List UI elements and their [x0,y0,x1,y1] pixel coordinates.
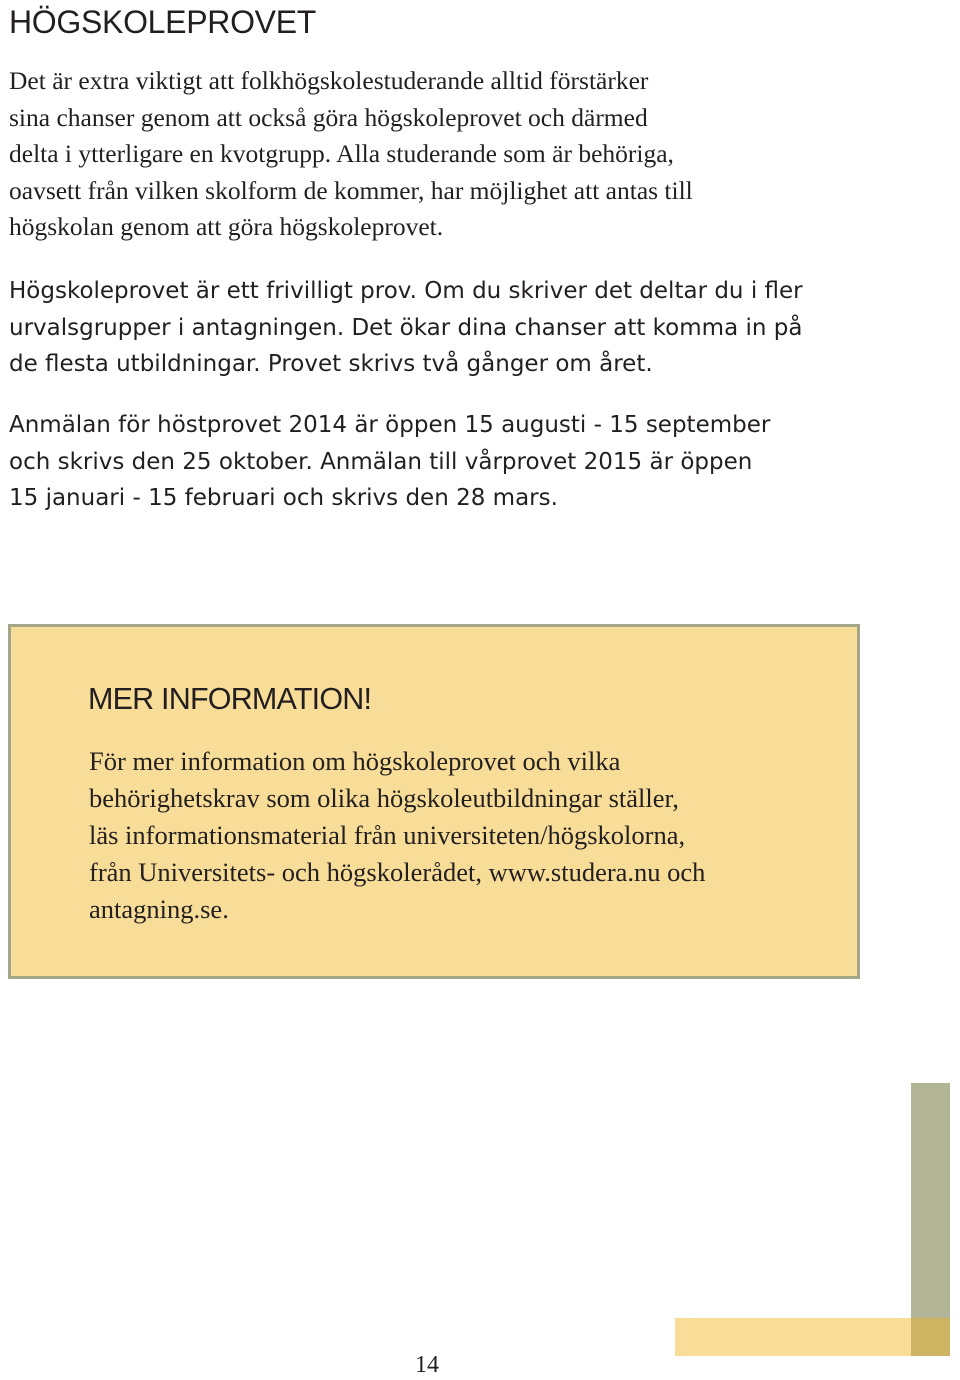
test-info-paragraph [9,273,803,383]
paragraph-line: Anmälan för höstprovet 2014 är öppen 15 augusti - 15 september [9,412,771,438]
intro-paragraph [9,63,693,246]
info-box-title: MER INFORMATION! [88,682,372,716]
decorative-corner-block [911,1318,950,1356]
info-line: För mer information om högskoleprovet och vilka [89,746,621,776]
paragraph-line: Det är extra viktigt att folkhögskolestuderande alltid förstärker [9,66,649,95]
paragraph-line: 15 januari - 15 februari och skrivs den 28 mars. [9,485,558,511]
info-box-text [89,743,705,928]
decorative-horizontal-strip [675,1318,911,1356]
paragraph-line: oavsett från vilken skolform de kommer, har möjlighet att antas till [9,175,693,205]
paragraph-line: Högskoleprovet är ett frivilligt prov. Om du skriver det deltar du i fler [9,278,803,304]
info-line: behörighetskrav som olika högskoleutbildningar ställer, [89,783,679,813]
paragraph-line: urvalsgrupper i antagningen. Det ökar dina chanser att komma in på [9,314,803,341]
more-info-box [8,624,860,979]
paragraph-line: de flesta utbildningar. Provet skrivs två gånger om året. [9,351,653,377]
info-line: från Universitets- och högskolerådet, www.studera.nu och [89,857,706,887]
registration-paragraph [9,407,770,517]
paragraph-line: delta i ytterligare en kvotgrupp. Alla studerande som är behöriga, [9,139,674,168]
section-title: HÖGSKOLEPROVET [9,4,316,40]
info-line: läs informationsmaterial från universiteten/högskolorna, [89,820,686,850]
paragraph-line: sina chanser genom att också göra högskoleprovet och därmed [9,102,648,132]
decorative-vertical-bar [911,1083,950,1356]
paragraph-line: högskolan genom att göra högskoleprovet. [9,212,444,241]
page-number: 14 [415,1352,439,1378]
paragraph-line: och skrivs den 25 oktober. Anmälan till vårprovet 2015 är öppen [9,448,753,475]
info-line: antagning.se. [89,894,229,924]
